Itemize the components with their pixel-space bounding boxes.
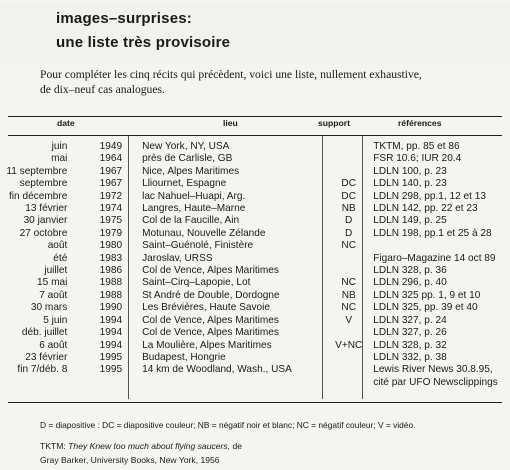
cell-reference: [367, 240, 510, 252]
table-row: [0, 240, 510, 252]
cell-date: 7 août: [39, 289, 68, 301]
cell-lieu: Col de Vence, Alpes Maritimes: [142, 314, 279, 326]
table-row: [0, 253, 510, 265]
cell-support: [330, 352, 367, 364]
cell-lieu: La Moulière, Alpes Maritimes: [142, 339, 272, 351]
table-row: [0, 191, 510, 203]
table-row: [0, 377, 510, 389]
cell-support: D: [345, 227, 353, 239]
cell-reference: LDLN 327, p. 26: [373, 327, 447, 339]
cell-lieu: Les Brévières, Haute Savoie: [142, 302, 270, 314]
cell-lieu: 14 km de Woodland, Wash., USA: [142, 364, 292, 376]
cell-year: 1964: [99, 153, 123, 165]
cell-date: août: [47, 240, 68, 252]
cell-support: NB: [341, 289, 356, 301]
cell-date: 5 juin: [43, 314, 68, 326]
cell-reference: LDLN 100, p. 23: [373, 165, 447, 177]
table-row: [0, 290, 510, 302]
cell-support: [330, 327, 367, 339]
cell-support: NB: [341, 203, 356, 215]
cell-year: 1994: [99, 327, 123, 339]
footnote-line2: Gray Barker, University Books, New York, 1956: [40, 455, 220, 465]
table-row: [0, 302, 510, 314]
cell-reference: LDLN 327, p. 24: [373, 314, 447, 326]
cell-year: 1988: [99, 289, 123, 301]
legend: D = diapositive : DC = diapositive couleur; NB = négatif noir et blanc; NC = négatif couleur; V = vidéo.: [40, 420, 416, 430]
header-bottom-rule: [8, 135, 502, 136]
cell-date: fin 7/déb. 8: [17, 364, 68, 376]
cell-lieu: Lliournet, Espagne: [142, 178, 227, 190]
cell-support: NC: [341, 302, 356, 314]
cell-reference: LDLN 332, p. 38: [373, 351, 447, 363]
cell-reference: FSR 10.6; IUR 20.4: [373, 153, 462, 165]
cell-year: 1967: [99, 165, 123, 177]
cell-reference: LDLN 149, p. 25: [373, 215, 447, 227]
cell-reference: cité par UFO Newsclippings: [373, 376, 498, 388]
cell-lieu: [122, 377, 330, 389]
cell-year: 1988: [99, 277, 123, 289]
table-row: [0, 277, 510, 289]
cell-year: 1967: [99, 178, 123, 190]
cell-date: 30 janvier: [23, 215, 68, 227]
cell-year: 1974: [99, 203, 123, 215]
cell-year: 1994: [99, 339, 123, 351]
cell-reference: LDLN 325, pp. 39 et 40: [373, 302, 478, 314]
table-row: [0, 141, 510, 153]
table-row: [0, 340, 510, 352]
cell-support: D: [345, 215, 353, 227]
cell-support: [330, 141, 367, 153]
header-lieu: lieu: [223, 118, 238, 128]
cell-support: [330, 265, 367, 277]
cell-date: déb. juillet: [21, 327, 68, 339]
cell-support: [330, 377, 367, 389]
cell-lieu: Langres, Haute–Marne: [142, 203, 246, 215]
cell-reference: LDLN 325 pp. 1, 9 et 10: [373, 289, 481, 301]
cell-date: 15 mai: [37, 277, 68, 289]
cell-reference: Figaro–Magazine 14 oct 89: [373, 252, 496, 264]
cell-lieu: Budapest, Hongrie: [142, 351, 226, 363]
header-support: support: [318, 118, 350, 128]
table-row: [0, 178, 510, 190]
cell-support: [330, 153, 367, 165]
cell-reference: TKTM, pp. 85 et 86: [373, 141, 460, 152]
cell-date: 13 février: [25, 203, 68, 215]
cell-lieu: Col de Vence, Alpes Maritimes: [142, 265, 279, 277]
cell-lieu: Jaroslav, URSS: [142, 252, 213, 264]
cell-year: 1990: [99, 302, 123, 314]
cell-lieu: Col de la Faucille, Ain: [142, 215, 240, 227]
cell-year: 1972: [99, 190, 123, 202]
header-references: références: [398, 118, 442, 128]
cell-year: 1983: [99, 252, 123, 264]
cell-year: 1979: [99, 227, 123, 239]
cell-reference: Lewis River News 30.8.95,: [373, 364, 493, 376]
page-title-line1: images–surprises:: [56, 10, 192, 27]
cell-year: 1975: [99, 215, 123, 227]
table-row: [0, 265, 510, 277]
footnote-book-title: They Knew too much about flying saucers,: [68, 441, 231, 451]
cell-lieu: New York, NY, USA: [142, 141, 230, 152]
cell-date: [0, 377, 67, 389]
cell-date: 11 septembre: [6, 165, 68, 177]
cell-year: [67, 377, 122, 389]
cell-date: été: [53, 252, 68, 264]
cell-date: fin décembre: [8, 190, 68, 202]
cell-date: 30 mars: [30, 302, 68, 314]
table-row: [0, 228, 510, 240]
intro-line2: de dix–neuf cas analogues.: [40, 83, 165, 96]
cell-date: septembre: [19, 178, 68, 190]
cell-date: mai: [51, 153, 68, 165]
cell-support: V: [345, 314, 353, 326]
cell-lieu: lac Nahuel–Huapi, Arg.: [142, 190, 246, 202]
cell-reference: LDLN 142, pp. 22 et 23: [373, 203, 478, 215]
intro-paragraph: [40, 67, 490, 97]
cell-reference: LDLN 328, p. 36: [373, 265, 447, 277]
table-row: [0, 315, 510, 327]
footnote-line1: [40, 441, 242, 451]
cell-year: 1995: [99, 351, 123, 363]
table-top-rule: [8, 116, 502, 117]
cell-lieu: Motunau, Nouvelle Zélande: [142, 227, 266, 239]
table-row: [0, 215, 510, 227]
page-title-line2: une liste très provisoire: [56, 34, 231, 51]
cell-year: 1995: [99, 364, 123, 376]
cell-reference: LDLN 140, p. 23: [373, 178, 447, 190]
header-date: date: [57, 118, 75, 128]
footnote-prefix: TKTM:: [40, 441, 69, 451]
footnote-suffix: de: [230, 441, 243, 451]
cell-date: 27 octobre: [19, 227, 68, 239]
cell-lieu: près de Carlisle, GB: [142, 153, 233, 165]
cell-support: [330, 166, 367, 178]
cell-lieu: Nice, Alpes Maritimes: [142, 165, 240, 177]
cell-support: DC: [341, 190, 356, 202]
cell-support: NC: [341, 277, 356, 289]
cell-reference: LDLN 296, p. 40: [373, 277, 447, 289]
cell-support: NC: [341, 240, 356, 252]
cell-date: 6 août: [39, 339, 68, 351]
table-row: [0, 327, 510, 339]
cell-reference: LDLN 198, pp.1 et 25 à 28: [373, 227, 492, 239]
cell-reference: LDLN 328, p. 32: [373, 339, 447, 351]
cell-support: DC: [341, 178, 356, 190]
table-row: [0, 166, 510, 178]
cell-date: 23 février: [25, 351, 68, 363]
cell-year: 1994: [99, 314, 123, 326]
cell-reference: LDLN 298, pp.1, 12 et 13: [373, 190, 486, 202]
cell-lieu: Saint–Guénolé, Finistère: [142, 240, 254, 252]
cell-lieu: St André de Double, Dordogne: [142, 289, 280, 301]
cell-support: [330, 253, 367, 265]
table-bottom-rule: [8, 402, 502, 403]
cell-date: juin: [51, 141, 68, 152]
cases-table: [0, 141, 510, 389]
intro-line1: Pour compléter les cinq récits qui précèdent, voici une liste, nullement exhaustive,: [40, 68, 422, 81]
cell-lieu: Col de Vence, Alpes Maritimes: [142, 327, 279, 339]
cell-support: [330, 364, 367, 376]
table-row: [0, 203, 510, 215]
table-row: [0, 153, 510, 165]
cell-support: V+NC: [335, 339, 363, 351]
cell-year: 1980: [99, 240, 123, 252]
cell-year: 1949: [99, 141, 123, 152]
cell-date: juillet: [44, 265, 68, 277]
cell-year: 1986: [99, 265, 123, 277]
cell-lieu: Saint–Cirq–Lapopie, Lot: [142, 277, 251, 289]
table-row: [0, 364, 510, 376]
table-row: [0, 352, 510, 364]
